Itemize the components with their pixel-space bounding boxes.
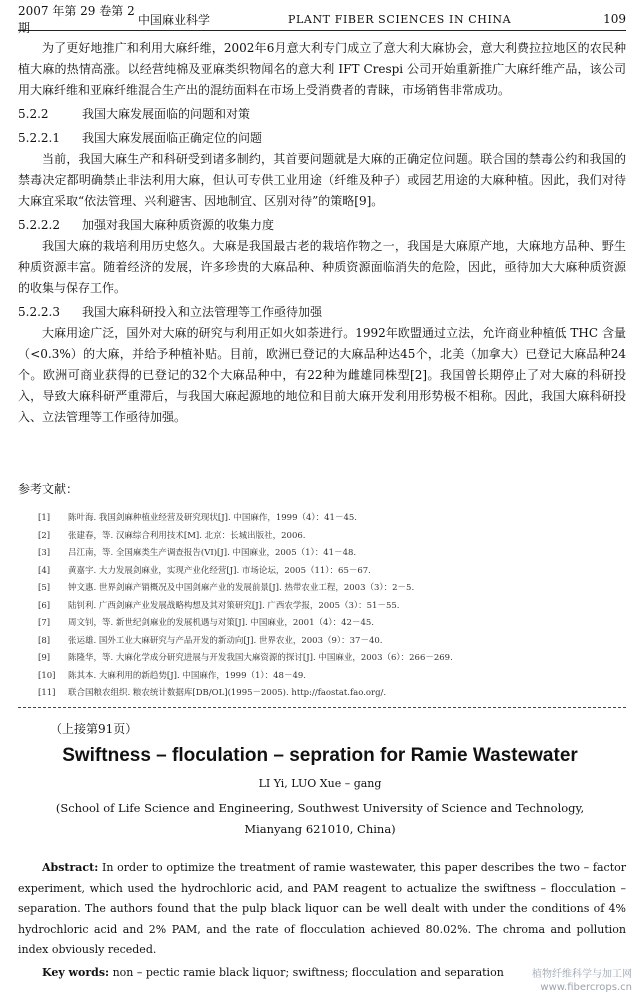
reference-item — [38, 668, 626, 686]
reference-text: 陈其本. 大麻利用的新趋势[J]. 中国麻作，1999（1）：48－49. — [68, 670, 306, 681]
keywords-label: Key words: — [42, 966, 110, 979]
reference-number: [6] — [38, 600, 51, 611]
intro-paragraph: 为了更好地推广和利用大麻纤维，2002年6月意大利专门成立了意大利大麻协会，意大利费拉拉地区的农民种植大麻的热情高涨。以经营纯棉及亚麻类织物闻名的意大利 IFT Crespi 公司开始重新推广大麻纤维产品，该公司用大麻纤维和亚麻纤维混合生产出的混纺面料在市场上受消费者的青睐，市场销售非常成功。 — [18, 41, 626, 97]
watermark-line-2: www.fibercrops.cn — [540, 982, 632, 993]
reference-number: [11] — [38, 688, 56, 698]
body-text — [18, 38, 626, 428]
reference-item — [38, 650, 626, 668]
reference-number: [3] — [38, 548, 51, 558]
reference-item — [38, 580, 626, 598]
section-paragraph: 我国大麻的栽培利用历史悠久。大麻是我国最古老的栽培作物之一，我国是大麻原产地，大麻地方品种、野生种质资源丰富。随着经济的发展，许多珍贵的大麻品种、种质资源面临消失的危险，因此，亟待加大大麻种质资源的收集与保存工作。 — [18, 239, 626, 295]
section-heading-5-2-2-3 — [18, 302, 626, 323]
keywords-text: non – pectic ramie black liquor; swiftness; flocculation and separation — [112, 966, 504, 979]
section-number: 5.2.2.2 — [18, 218, 60, 232]
section-heading-5-2-2 — [18, 104, 626, 125]
reference-item — [38, 685, 626, 703]
reference-text: 周文钊，等. 新世纪剑麻业的发展机遇与对策[J]. 中国麻业，2001（4）：42－45. — [68, 618, 374, 628]
section-heading-5-2-2-1 — [18, 128, 626, 149]
abstract-label: Abstract: — [42, 861, 99, 874]
page-number: 109 — [603, 12, 626, 26]
reference-text: 张建春，等. 汉麻综合利用技术[M]. 北京：长城出版社，2006. — [68, 530, 306, 541]
abstract — [18, 858, 626, 961]
affiliation: (School of Life Science and Engineering, Southwest University of Science and Technology, Mianyang 621010, China) — [55, 801, 585, 836]
keywords — [18, 966, 504, 979]
reference-list — [38, 510, 626, 703]
section-title: 我国大麻发展面临正确定位的问题 — [82, 131, 263, 145]
english-article-title: Swiftness – floculation – sepration for Ramie Wastewater — [62, 745, 578, 766]
authors: LI Yi, LUO Xue – gang — [258, 777, 382, 790]
reference-item — [38, 598, 626, 616]
reference-number: [10] — [38, 670, 56, 681]
abstract-text: In order to optimize the treatment of ramie wastewater, this paper describes the two – factor experiment, which used the hydrochloric acid, and PAM reagent to actualize the swiftness – flocculation – separation. The authors found that the pulp black liquor can be well dealt with under the conditions of 4% hydrochloric acid and 2% PAM, and the rate of flocculation achieved 80.02%. The chroma and pollution index obviously receded. — [18, 861, 626, 956]
reference-text: 钟文惠. 世界剑麻产销概况及中国剑麻产业的发展前景[J]. 热带农业工程，2003（3）：2－5. — [68, 583, 415, 593]
section-heading-5-2-2-2 — [18, 215, 626, 236]
section-number: 5.2.2.3 — [18, 305, 60, 319]
section-divider — [18, 707, 626, 708]
issue-info: 2007 年第 29 卷第 2 期 — [18, 4, 135, 35]
reference-text: 吕江南，等. 全国麻类生产调查报告(VI)[J]. 中国麻业，2005（1）：41－48. — [68, 548, 357, 558]
section-paragraph: 当前，我国大麻生产和科研受到诸多制约，其首要问题就是大麻的正确定位问题。联合国的禁毒公约和我国的禁毒决定都明确禁止非法利用大麻，但认可专供工业用途（纤维及种子）或园艺用途的大麻种植。因此，我们对待大麻宜采取“依法管理、兴利避害、因地制宜、区别对待”的策略[9]。 — [18, 152, 626, 208]
reference-item — [38, 510, 626, 528]
reference-text: 黄嘉宇. 大力发展剑麻业，实现产业化经营[J]. 市场论坛，2005（11）：65－67. — [68, 565, 371, 576]
reference-number: [2] — [38, 530, 51, 541]
reference-number: [4] — [38, 565, 51, 576]
section-paragraph: 大麻用途广泛，国外对大麻的研究与利用正如火如荼进行。1992年欧盟通过立法，允许商业种植低 THC 含量（<0.3%）的大麻，并给予种植补贴。目前，欧洲已登记的大麻品种达45个，北美（加拿大）已登记大麻品种24个。欧洲可商业获得的已登记的32个大麻品种中，有22种为雌雄同株型[2]。我国曾长期停止了对大麻的科研投入，导致大麻科研严重滞后，与我国大麻起源地的地位和目前大麻开发利用形势极不相称。因此，我国大麻科研投入、立法管理等工作亟待加强。 — [18, 326, 626, 424]
reference-text: 陈隆华，等. 大麻化学成分研究进展与开发我国大麻资源的探讨[J]. 中国麻业，2003（6）：266－269. — [68, 653, 453, 663]
section-title: 我国大麻发展面临的问题和对策 — [82, 107, 251, 121]
reference-item — [38, 563, 626, 581]
section-number: 5.2.2 — [18, 107, 49, 121]
reference-number: [8] — [38, 635, 51, 646]
site-watermark — [532, 968, 632, 994]
watermark-line-1: 植物纤维科学与加工网 — [532, 969, 632, 980]
continued-from-note: （上接第91页） — [50, 722, 138, 736]
reference-item — [38, 528, 626, 546]
reference-text: 张运雄. 国外工业大麻研究与产品开发的新动向[J]. 世界农业，2003（9）：37－40. — [68, 635, 383, 646]
reference-text: 陆钊利. 广西剑麻产业发展战略构想及其对策研究[J]. 广西农学报，2005（3）：51－55. — [68, 600, 400, 611]
journal-name-cn: 中国麻业科学 — [138, 12, 211, 27]
references-title: 参考文献： — [18, 482, 79, 496]
section-title: 加强对我国大麻种质资源的收集力度 — [82, 218, 275, 232]
reference-number: [9] — [38, 653, 51, 663]
journal-name-en: PLANT FIBER SCIENCES IN CHINA — [288, 12, 512, 26]
running-header — [18, 4, 626, 35]
reference-item — [38, 545, 626, 563]
section-number: 5.2.2.1 — [18, 131, 60, 145]
reference-number: [7] — [38, 618, 51, 628]
reference-text: 陈叶海. 我国剑麻种植业经营及研究现状[J]. 中国麻作，1999（4）：41－45. — [68, 513, 357, 523]
reference-text: 联合国粮农组织. 粮农统计数据库[DB/OL](1995－2005). http://faostat.fao.org/. — [68, 688, 387, 698]
section-title: 我国大麻科研投入和立法管理等工作亟待加强 — [82, 305, 323, 319]
reference-item — [38, 633, 626, 651]
reference-item — [38, 615, 626, 633]
reference-number: [5] — [38, 583, 51, 593]
reference-number: [1] — [38, 513, 51, 523]
